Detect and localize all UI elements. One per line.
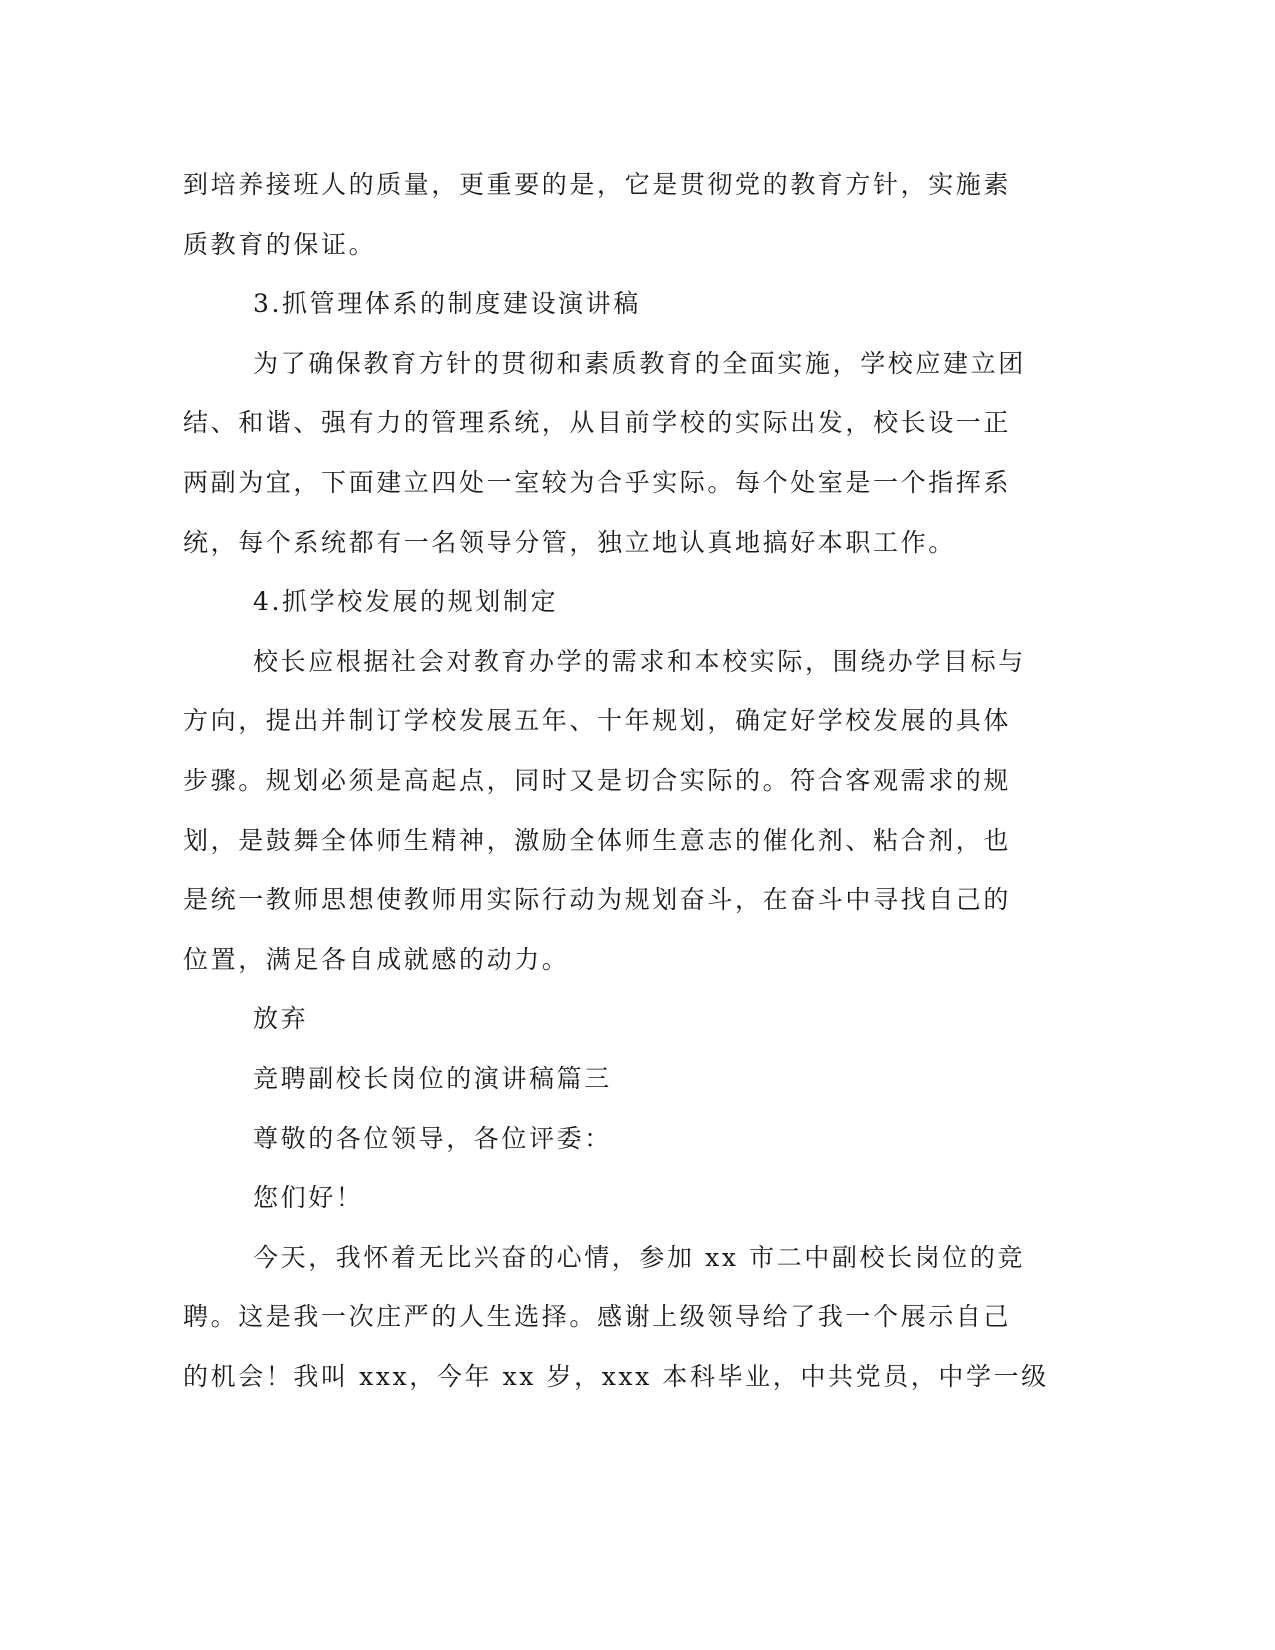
text-line: 到培养接班人的质量，更重要的是，它是贯彻党的教育方针，实施素: [183, 170, 1012, 199]
text-line: 质教育的保证。: [183, 229, 377, 259]
text-line: 的机会！我叫 xxx，今年 xx 岁，xxx 本科毕业，中共党员，中学一级: [183, 1361, 1049, 1391]
text-line: 是统一教师思想使教师用实际行动为规划奋斗，在奋斗中寻找自己的: [183, 885, 1012, 915]
section-heading: 3.抓管理体系的制度建设演讲稿: [253, 289, 641, 319]
paragraph-start: 校长应根据社会对教育办学的需求和本校实际，围绕办学目标与: [253, 646, 1026, 676]
paragraph-start: 今天，我怀着无比兴奋的心情，参加 xx 市二中副校长岗位的竞: [253, 1242, 1026, 1272]
greeting: 您们好！: [253, 1183, 364, 1213]
salutation: 尊敬的各位领导，各位评委：: [253, 1123, 612, 1153]
text-line: 聘。这是我一次庄严的人生选择。感谢上级领导给了我一个展示自己: [183, 1302, 1012, 1332]
text-line: 统，每个系统都有一名领导分管，独立地认真地搞好本职工作。: [183, 527, 956, 557]
section-heading: 4.抓学校发展的规划制定: [253, 587, 559, 617]
text-line: 位置，满足各自成就感的动力。: [183, 944, 570, 974]
text-line: 划，是鼓舞全体师生精神，激励全体师生意志的催化剂、粘合剂，也: [183, 825, 1012, 855]
document-body: [183, 155, 1049, 1406]
paragraph-start: 放弃: [253, 1004, 309, 1034]
text-line: 方向，提出并制订学校发展五年、十年规划，确定好学校发展的具体: [183, 706, 1012, 736]
paragraph-start: 为了确保教育方针的贯彻和素质教育的全面实施，学校应建立团: [253, 348, 1026, 378]
article-title: 竞聘副校长岗位的演讲稿篇三: [253, 1063, 612, 1093]
text-line: 结、和谐、强有力的管理系统，从目前学校的实际出发，校长设一正: [183, 408, 1012, 438]
text-line: 步骤。规划必须是高起点，同时又是切合实际的。符合客观需求的规: [183, 765, 1012, 795]
text-line: 两副为宜，下面建立四处一室较为合乎实际。每个处室是一个指挥系: [183, 467, 1012, 497]
